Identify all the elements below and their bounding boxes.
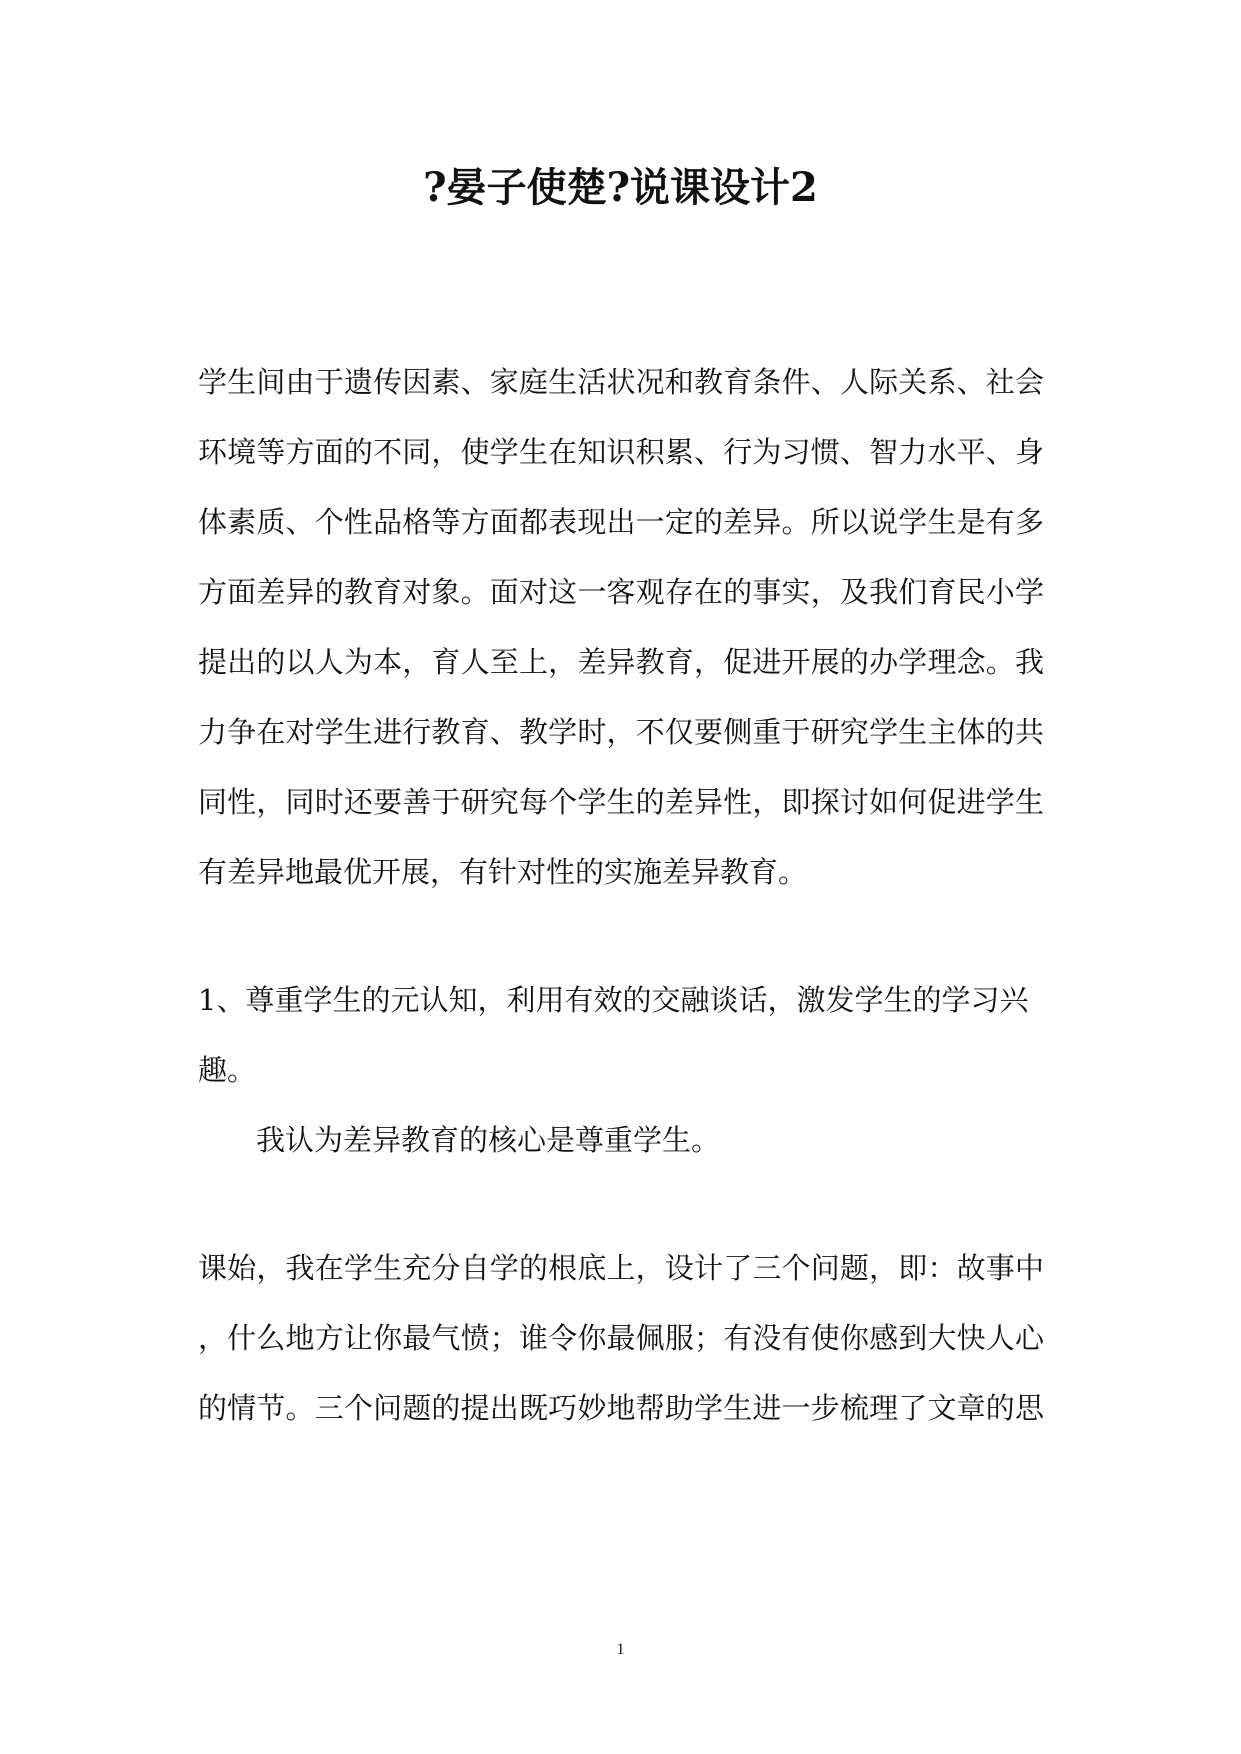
paragraph-line: 力争在对学生进行教育、教学时，不仅要侧重于研究学生主体的共: [198, 715, 1044, 749]
paragraph-line: 同性，同时还要善于研究每个学生的差异性，即探讨如何促进学生: [198, 785, 1044, 819]
paragraph-line: 方面差异的教育对象。面对这一客观存在的事实，及我们育民小学: [198, 575, 1044, 609]
document-title: ?晏子使楚?说课设计2: [423, 164, 818, 211]
paragraph-line: 学生间由于遗传因素、家庭生活状况和教育条件、人际关系、社会: [198, 365, 1044, 399]
indented-paragraph: 我认为差异教育的核心是尊重学生。: [256, 1123, 721, 1157]
paragraph-line: 环境等方面的不同，使学生在知识积累、行为习惯、智力水平、身: [198, 435, 1044, 469]
page-number: 1: [616, 1641, 625, 1658]
paragraph-line: 提出的以人为本，育人至上，差异教育，促进开展的办学理念。我: [198, 645, 1044, 679]
paragraph-line: 课始，我在学生充分自学的根底上，设计了三个问题，即：故事中: [198, 1251, 1044, 1285]
paragraph-line: ，什么地方让你最气愤；谁令你最佩服；有没有使你感到大快人心: [198, 1321, 1044, 1355]
section-heading-line: 1、尊重学生的元认知，利用有效的交融谈话，激发学生的学习兴: [198, 983, 1029, 1017]
paragraph-line: 有差异地最优开展，有针对性的实施差异教育。: [198, 855, 808, 889]
paragraph-line: 体素质、个性品格等方面都表现出一定的差异。所以说学生是有多: [198, 505, 1044, 539]
section-heading-line: 趣。: [198, 1053, 257, 1087]
paragraph-line: 的情节。三个问题的提出既巧妙地帮助学生进一步梳理了文章的思: [198, 1391, 1044, 1425]
